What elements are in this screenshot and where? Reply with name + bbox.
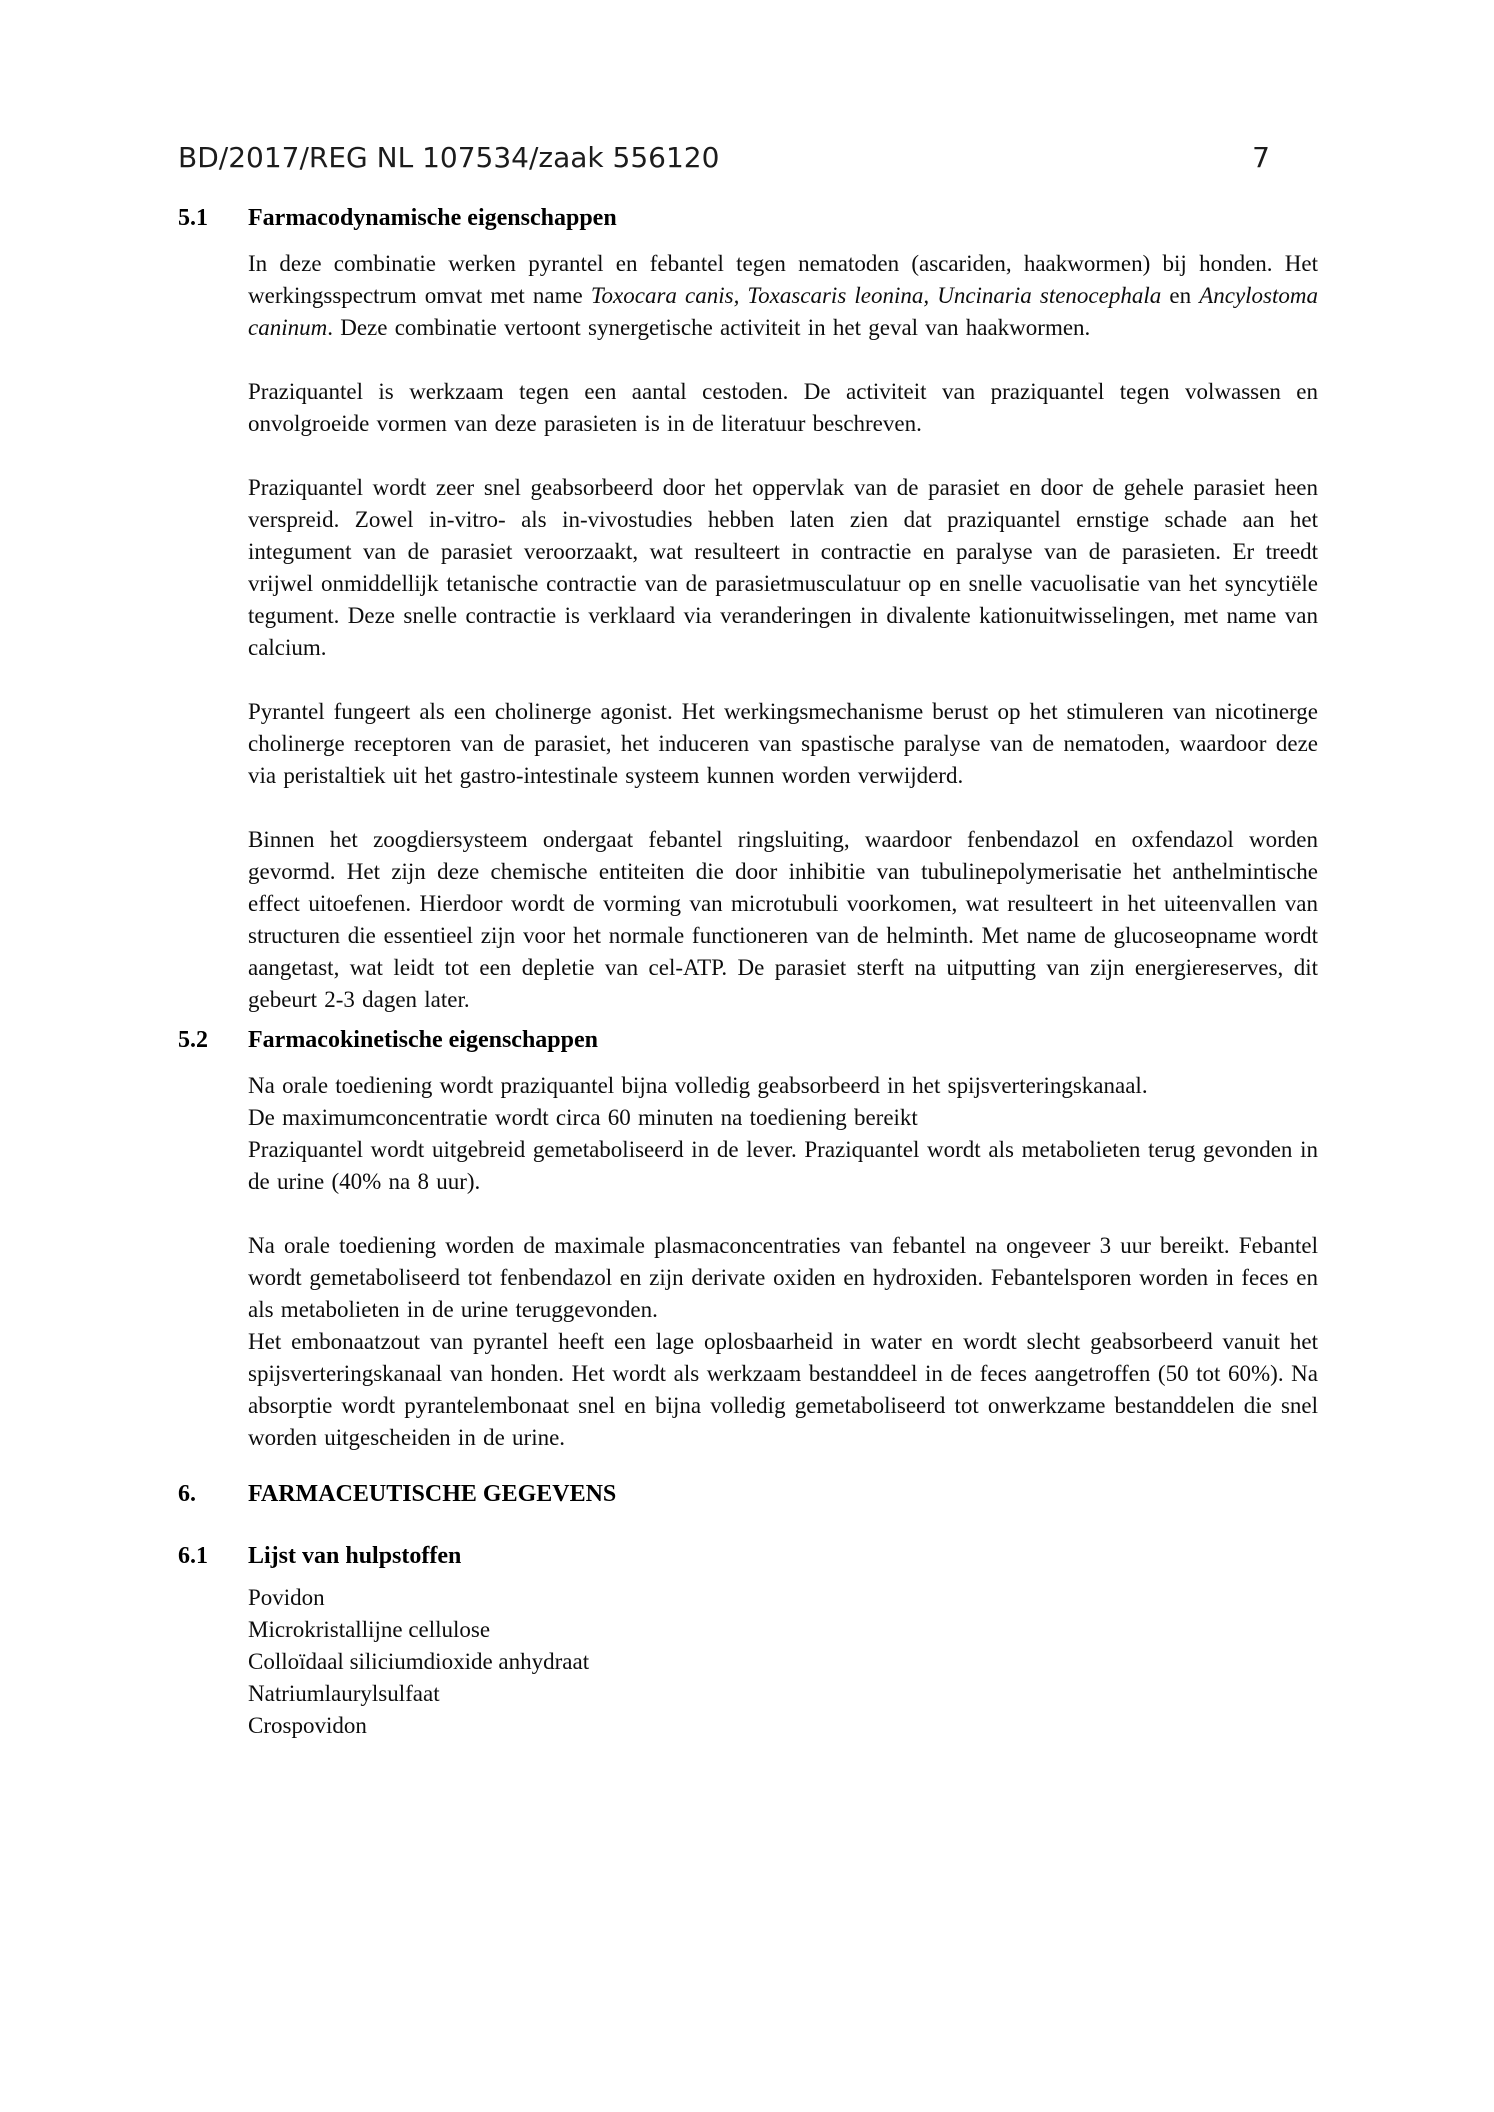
section-number: 6.1 [178, 1543, 208, 1569]
excipient-list [248, 1582, 1318, 1742]
text-line: Na orale toediening worden de maximale plasmaconcentraties van febantel na ongeveer 3 uur bereikt. Febantel wordt gemetaboliseerd tot fenbendazol en zijn derivate oxiden en hydroxiden. Febantelsporen worden in feces en als metabolieten in de urine teruggevonden. [248, 1233, 1318, 1322]
section-heading [178, 1478, 1318, 1510]
text-line: Praziquantel wordt uitgebreid gemetaboliseerd in de lever. Praziquantel wordt als metabolieten terug gevonden in de urine (40% na 8 uur). [248, 1137, 1318, 1194]
text-line: Het embonaatzout van pyrantel heeft een lage oplosbaarheid in water en wordt slecht geabsorbeerd vanuit het spijsverteringskanaal van honden. Het wordt als werkzaam bestanddeel in de feces aangetroffen (50 tot 60%). Na absorptie wordt pyrantelembonaat snel en bijna volledig gemetaboliseerd tot onwerkzame bestanddelen die snel worden uitgescheiden in de urine. [248, 1329, 1318, 1450]
section-number: 5.1 [178, 205, 208, 231]
section-heading [178, 1540, 1318, 1572]
header-reference: BD/2017/REG NL 107534/zaak 556120 [178, 141, 720, 174]
section-number: 5.2 [178, 1027, 208, 1053]
text-run: . Deze combinatie vertoont synergetische activiteit in het geval van haakwormen. [327, 315, 1091, 340]
section-6-1 [178, 1540, 1318, 1742]
paragraph: Binnen het zoogdiersysteem ondergaat febantel ringsluiting, waardoor fenbendazol en oxfendazol worden gevormd. Het zijn deze chemische entiteiten die door inhibitie van tubulinepolymerisatie het anthelmintische effect uitoefenen. Hierdoor wordt de vorming van microtubuli voorkomen, wat resulteert in het uiteenvallen van structuren die essentieel zijn voor het normale functioneren van de helminth. Met name de glucoseopname wordt aangetast, wat leidt tot een depletie van cel-ATP. De parasiet sterft na uitputting van zijn energiereserves, dit gebeurt 2-3 dagen later. [248, 827, 1318, 1012]
text-run: In deze combinatie werken pyrantel en febantel tegen nematoden (ascariden, haakwormen) bij honden. Het werkingsspectrum omvat met name [248, 251, 1318, 308]
paragraph: Praziquantel wordt zeer snel geabsorbeerd door het oppervlak van de parasiet en door de gehele parasiet heen verspreid. Zowel in-vitro- als in-vivostudies hebben laten zien dat praziquantel ernstige schade aan het integument van de parasiet veroorzaakt, wat resulteert in contractie en paralyse van de parasieten. Er treedt vrijwel onmiddellijk tetanische contractie van de parasietmusculatuur op en snelle vacuolisatie van het syncytiële tegument. Deze snelle contractie is verklaard via veranderingen in divalente kationuitwisselingen, met name van calcium. [248, 475, 1318, 660]
section-5-2 [178, 1024, 1318, 1454]
species-name-italic: Ancylostoma caninum [248, 283, 1318, 340]
section-title: FARMACEUTISCHE GEGEVENS [248, 1481, 617, 1507]
section-number: 6. [178, 1481, 196, 1507]
section-body [248, 1070, 1318, 1454]
section-6 [178, 1478, 1318, 1510]
paragraph [248, 248, 1318, 344]
page-header [178, 140, 1270, 176]
list-item: Crospovidon [248, 1713, 367, 1738]
list-item: Colloïdaal siliciumdioxide anhydraat [248, 1649, 590, 1674]
list-item: Povidon [248, 1585, 325, 1610]
list-item: Natriumlaurylsulfaat [248, 1681, 440, 1706]
section-title: Lijst van hulpstoffen [248, 1543, 462, 1569]
paragraph: Praziquantel is werkzaam tegen een aantal cestoden. De activiteit van praziquantel tegen volwassen en onvolgroeide vormen van deze parasieten is in de literatuur beschreven. [248, 379, 1318, 436]
section-heading [178, 202, 1318, 234]
paragraph [248, 1230, 1318, 1454]
section-5-1 [178, 202, 1318, 1016]
section-body [248, 248, 1318, 1016]
paragraph: Pyrantel fungeert als een cholinerge agonist. Het werkingsmechanisme berust op het stimuleren van nicotinerge cholinerge receptoren van de parasiet, het induceren van spastische paralyse van de nematoden, waardoor deze via peristaltiek uit het gastro-intestinale systeem kunnen worden verwijderd. [248, 699, 1318, 788]
text-run: en [1161, 283, 1200, 308]
text-line: De maximumconcentratie wordt circa 60 minuten na toediening bereikt [248, 1105, 918, 1130]
text-line: Na orale toediening wordt praziquantel bijna volledig geabsorbeerd in het spijsverteringskanaal. [248, 1073, 1148, 1098]
paragraph [248, 1070, 1318, 1198]
section-title: Farmacokinetische eigenschappen [248, 1027, 598, 1053]
page-number: 7 [1252, 141, 1270, 174]
species-name-italic: Toxocara canis, Toxascaris leonina, Uncinaria stenocephala [590, 283, 1162, 308]
section-title: Farmacodynamische eigenschappen [248, 205, 617, 231]
section-heading [178, 1024, 1318, 1056]
list-item: Microkristallijne cellulose [248, 1617, 491, 1642]
